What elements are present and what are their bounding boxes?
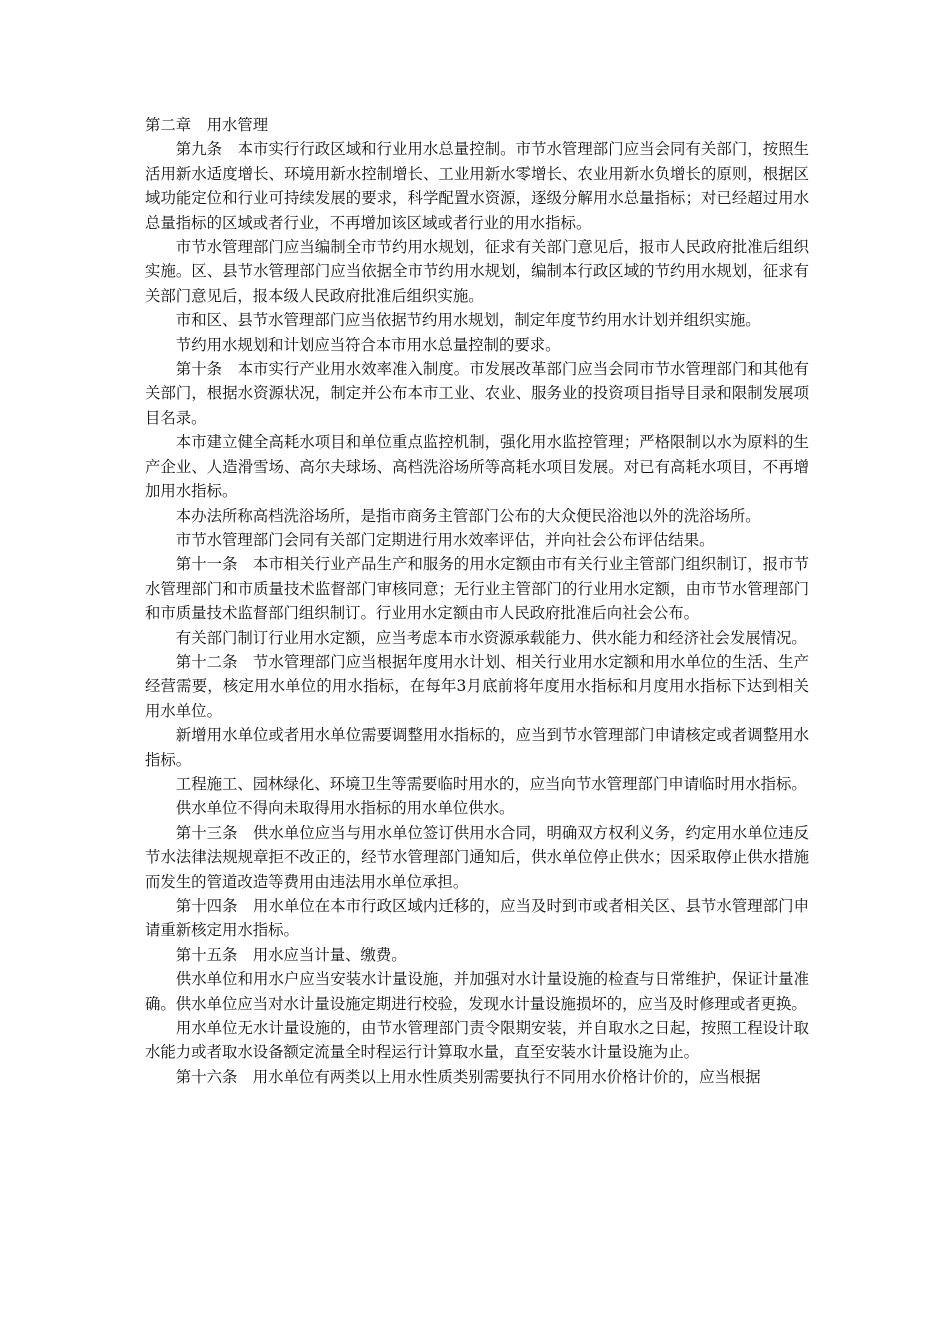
article-10-paragraph: 第十条 本市实行产业用水效率准入制度。市发展改革部门应当会同市节水管理部门和其他有关部门，根据水资源状况，制定并公布本市工业、农业、服务业的投资项目指导目录和限制发展项目名录。 bbox=[145, 360, 809, 427]
chapter-title: 第二章 用水管理 bbox=[145, 116, 269, 134]
article-15-paragraph: 第十五条 用水应当计量、缴费。 bbox=[175, 945, 407, 964]
paragraph: 工程施工、园林绿化、环境卫生等需要临时用水的，应当向节水管理部门申请临时用水指标。 bbox=[175, 774, 807, 793]
paragraph: 供水单位和用水户应当安装水计量设施，并加强对水计量设施的检查与日常维护，保证计量准确。供水单位应当对水计量设施定期进行校验，发现水计量设施损坏的，应当及时修理或者更换。 bbox=[145, 970, 809, 1013]
paragraph: 市节水管理部门应当编制全市节约用水规划，征求有关部门意见后，报市人民政府批准后组织实施。区、县节水管理部门应当依据全市节约用水规划，编制本行政区域的节约用水规划，征求有关部门意见后，报本级人民政府批准后组织实施。 bbox=[145, 238, 809, 305]
article-11-paragraph: 第十一条 本市相关行业产品生产和服务的用水定额由市有关行业主管部门组织制订，报市节水管理部门和市质量技术监督部门审核同意；无行业主管部门的行业用水定额，由市节水管理部门和市质量技术监督部门组织制订。行业用水定额由市人民政府批准后向社会公布。 bbox=[145, 555, 809, 623]
article-12-paragraph: 第十二条 节水管理部门应当根据年度用水计划、相关行业用水定额和用水单位的生活、生产经营需要，核定用水单位的用水指标，在每年3月底前将年度用水指标和月度用水指标下达到相关用水单位。 bbox=[145, 652, 809, 720]
paragraph: 有关部门制订行业用水定额，应当考虑本市水资源承载能力、供水能力和经济社会发展情况。 bbox=[175, 628, 807, 647]
paragraph: 市和区、县节水管理部门应当依据节约用水规划，制定年度节约用水计划并组织实施。 bbox=[175, 311, 761, 330]
paragraph: 用水单位无水计量设施的，由节水管理部门责令限期安装，并自取水之日起，按照工程设计取水能力或者取水设备额定流量全时程运行计算取水量，直至安装水计量设施为止。 bbox=[145, 1019, 809, 1062]
article-13-paragraph: 第十三条 供水单位应当与用水单位签订供用水合同，明确双方权利义务，约定用水单位违反节水法律法规规章拒不改正的，经节水管理部门通知后，供水单位停止供水；因采取停止供水措施而发生的管道改造等费用由违法用水单位承担。 bbox=[145, 823, 809, 891]
paragraph: 供水单位不得向未取得用水指标的用水单位供水。 bbox=[175, 799, 515, 818]
article-16-paragraph: 第十六条 用水单位有两类以上用水性质类别需要执行不同用水价格计价的，应当根据 bbox=[175, 1067, 761, 1086]
article-14-paragraph: 第十四条 用水单位在本市行政区域内迁移的，应当及时到市或者相关区、县节水管理部门申请重新核定用水指标。 bbox=[145, 897, 809, 940]
paragraph: 新增用水单位或者用水单位需要调整用水指标的，应当到节水管理部门申请核定或者调整用水指标。 bbox=[145, 726, 809, 769]
paragraph: 本市建立健全高耗水项目和单位重点监控机制，强化用水监控管理；严格限制以水为原料的生产企业、人造滑雪场、高尔夫球场、高档洗浴场所等高耗水项目发展。对已有高耗水项目，不再增加用水指标。 bbox=[145, 433, 809, 501]
paragraph: 本办法所称高档洗浴场所，是指市商务主管部门公布的大众便民浴池以外的洗浴场所。 bbox=[175, 506, 761, 525]
article-9-paragraph: 第九条 本市实行行政区域和行业用水总量控制。市节水管理部门应当会同有关部门，按照生活用新水适度增长、环境用新水控制增长、工业用新水零增长、农业用新水负增长的原则，根据区域功能定位和行业可持续发展的要求，科学配置水资源，逐级分解用水总量指标；对已经超过用水总量指标的区域或者行业，不再增加该区域或者行业的用水指标。 bbox=[145, 140, 809, 232]
paragraph: 市节水管理部门会同有关部门定期进行用水效率评估，并向社会公布评估结果。 bbox=[175, 530, 715, 549]
paragraph: 节约用水规划和计划应当符合本市用水总量控制的要求。 bbox=[175, 335, 561, 354]
document-page bbox=[145, 113, 809, 1089]
